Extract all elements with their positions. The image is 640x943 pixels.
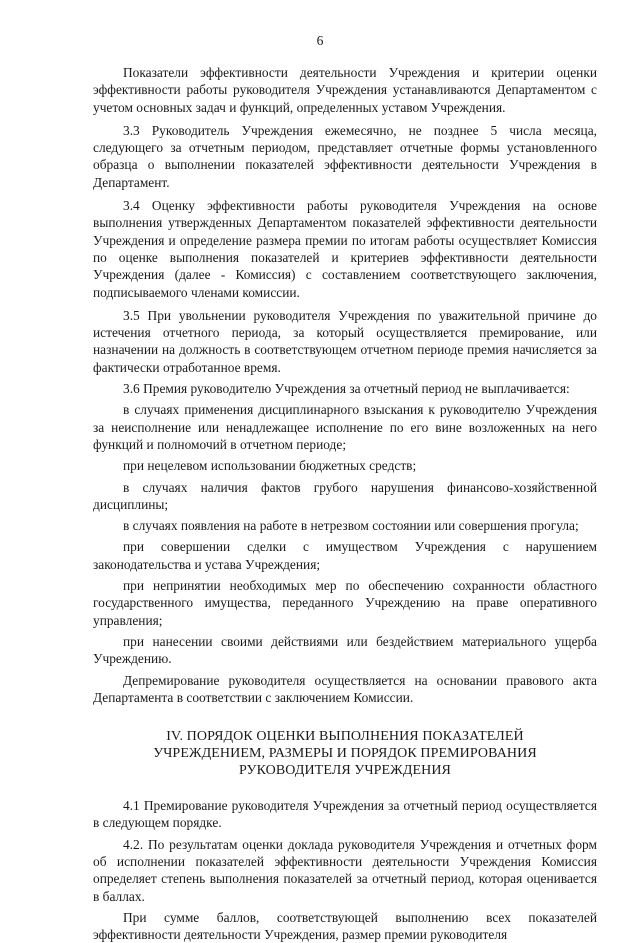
- heading-line: РУКОВОДИТЕЛЯ УЧРЕЖДЕНИЯ: [239, 763, 451, 779]
- section-heading-iv: [93, 728, 597, 779]
- list-item: в случаях появления на работе в нетрезвом состоянии или совершения прогула;: [123, 518, 579, 534]
- list-item: при нанесении своими действиями или бездействием материального ущерба Учреждению.: [93, 633, 597, 667]
- paragraph-criteria: Показатели эффективности деятельности Учреждения и критерии оценки эффективности работы руководителя Учреждения устанавливаются Департаментом с учетом основных задач и функций, определенных уставом Учреждения.: [93, 65, 597, 115]
- list-item: в случаях применения дисциплинарного взыскания к руководителю Учреждения за неисполнение или ненадлежащее исполнение по его вине возложенных на него функций и полномочий в отчетном периоде;: [93, 402, 597, 452]
- list-item: в случаях наличия фактов грубого нарушения финансово-хозяйственной дисциплины;: [93, 479, 597, 512]
- list-item: при непринятии необходимых мер по обеспечению сохранности областного государственного имущества, переданного Учреждению на праве оперативного управления;: [93, 578, 597, 628]
- paragraph-3-6: 3.6 Премия руководителю Учреждения за отчетный период не выплачивается:: [123, 381, 570, 397]
- paragraph-3-4: 3.4 Оценку эффективности работы руководителя Учреждения на основе выполнения утвержденных Департаментом показателей эффективности деятельности Учреждения и определение размера премии по итогам работы осуществляет Комиссия по оценке выполнения показателей и критериев эффективности деятельности Учреждения (далее - Комиссия) с составлением соответствующего заключения, подписываемого членами комиссии.: [93, 198, 597, 300]
- paragraph-depremirovanie: Депремирование руководителя осуществляется на основании правового акта Департамента в соответствии с заключением Комиссии.: [93, 672, 597, 705]
- paragraph-4-2: 4.2. По результатам оценки доклада руководителя Учреждения и отчетных форм об исполнении показателей эффективности деятельности Учреждения Комиссия определяет степень выполнения показателей за отчетный период, которая оценивается в баллах.: [93, 836, 597, 904]
- heading-line: IV. ПОРЯДОК ОЦЕНКИ ВЫПОЛНЕНИЯ ПОКАЗАТЕЛЕЙ: [166, 729, 524, 745]
- paragraph-3-5: 3.5 При увольнении руководителя Учреждения по уважительной причине до истечения отчетного периода, за который осуществляется премирование, или назначении на должность в соответствующем отчетном периоде премия начисляется за фактически отработанное время.: [93, 307, 597, 375]
- paragraph-3-3: 3.3 Руководитель Учреждения ежемесячно, не позднее 5 числа месяца, следующего за отчетным периодом, представляет отчетные формы установленного образца о выполнении показателей эффективности деятельности Учреждения в Департамент.: [93, 122, 597, 190]
- paragraph-4-1: 4.1 Премирование руководителя Учреждения за отчетный период осуществляется в следующем порядке.: [93, 798, 597, 831]
- paragraph-premium-size: При сумме баллов, соответствующей выполнению всех показателей эффективности деятельности Учреждения, размер премии руководителя: [93, 909, 597, 943]
- heading-line: УЧРЕЖДЕНИЕМ, РАЗМЕРЫ И ПОРЯДОК ПРЕМИРОВАНИЯ: [153, 746, 537, 762]
- list-item: при нецелевом использовании бюджетных средств;: [123, 458, 417, 474]
- document-body: [93, 64, 597, 943]
- list-item: при совершении сделки с имуществом Учреждения с нарушением законодательства и устава Учреждения;: [93, 539, 597, 572]
- page-number: 6: [316, 33, 324, 48]
